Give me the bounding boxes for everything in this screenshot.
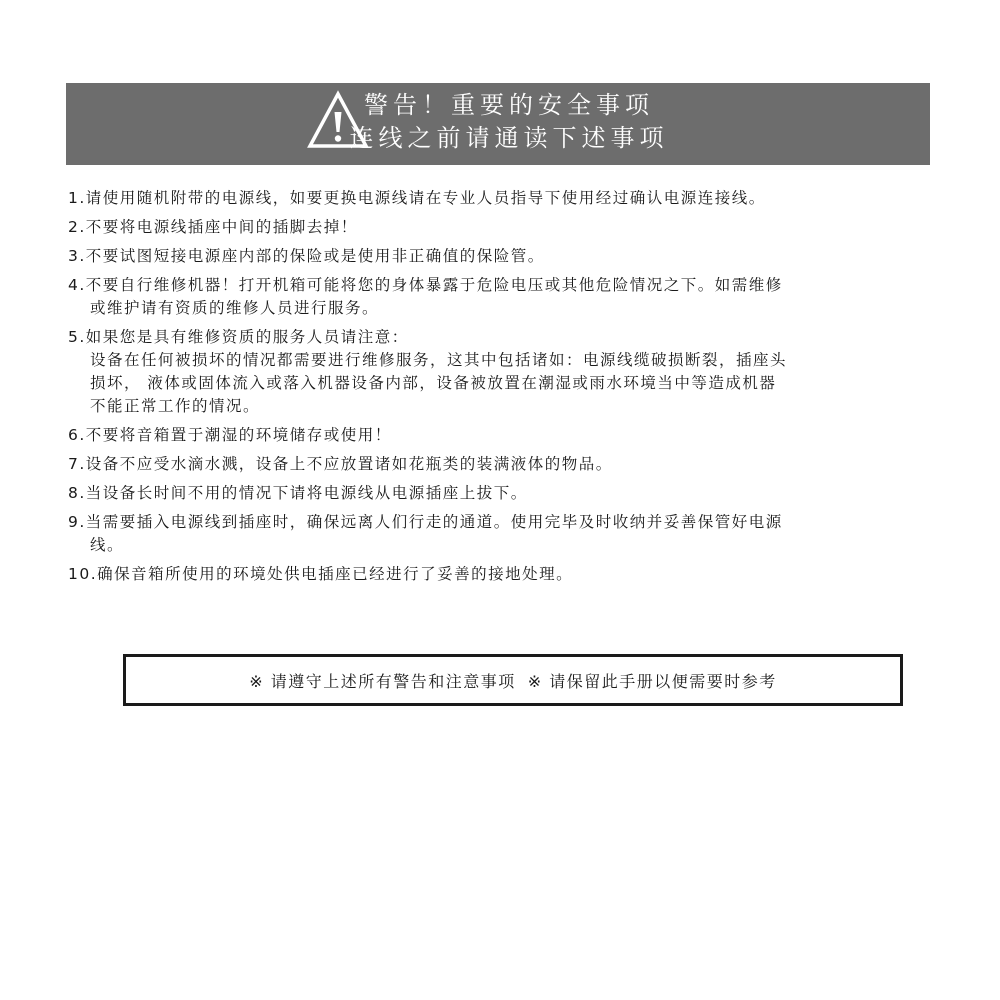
warning-number: 1.	[68, 189, 86, 207]
warning-text-line: 损坏， 液体或固体流入或落入机器设备内部，设备被放置在潮湿或雨水环境当中等造成机器	[90, 374, 777, 392]
warnings-list	[68, 187, 938, 592]
warning-number: 10.	[68, 565, 98, 583]
warning-text-line: 线。	[90, 536, 125, 554]
warning-text-line: 设备不应受水滴水溅，设备上不应放置诸如花瓶类的装满液体的物品。	[85, 455, 613, 473]
warning-item	[68, 424, 938, 447]
warning-item	[68, 563, 938, 586]
warning-text-line: 不要自行维修机器！打开机箱可能将您的身体暴露于危险电压或其他危险情况之下。如需维修	[85, 276, 783, 294]
warning-item	[68, 482, 938, 505]
warning-text-line: 当需要插入电源线到插座时，确保远离人们行走的通道。使用完毕及时收纳并妥善保管好电源	[85, 513, 783, 531]
notice-box	[123, 654, 903, 706]
notice-text-keep-manual: ※ 请保留此手册以便需要时参考	[527, 671, 777, 691]
warning-text-line: 不要将电源线插座中间的插脚去掉！	[85, 218, 358, 236]
warning-number: 6.	[68, 426, 86, 444]
banner-subtitle: 连线之前请通读下述事项	[349, 124, 669, 152]
warning-text-line: 不要将音箱置于潮湿的环境储存或使用！	[85, 426, 392, 444]
warning-text-line: 如果您是具有维修资质的服务人员请注意：	[85, 328, 409, 346]
notice-text-warnings: ※ 请遵守上述所有警告和注意事项	[249, 671, 516, 691]
warning-number: 9.	[68, 513, 86, 531]
warning-number: 5.	[68, 328, 86, 346]
warning-number: 7.	[68, 455, 86, 473]
warning-item	[68, 274, 938, 320]
warning-text-line: 请使用随机附带的电源线，如要更换电源线请在专业人员指导下使用经过确认电源连接线。	[85, 189, 766, 207]
warning-number: 8.	[68, 484, 86, 502]
warning-text-line: 不能正常工作的情况。	[90, 397, 261, 415]
warning-item	[68, 216, 938, 239]
warning-text-line: 确保音箱所使用的环境处供电插座已经进行了妥善的接地处理。	[97, 565, 574, 583]
warning-item	[68, 453, 938, 476]
warning-text-line: 当设备长时间不用的情况下请将电源线从电源插座上拔下。	[85, 484, 528, 502]
banner-titles	[324, 89, 694, 155]
banner-title: 警告！重要的安全事项	[364, 91, 654, 119]
warning-item	[68, 326, 938, 418]
warning-number: 4.	[68, 276, 86, 294]
warning-item	[68, 187, 938, 210]
warning-text-line: 或维护请有资质的维修人员进行服务。	[90, 299, 380, 317]
warning-number: 2.	[68, 218, 86, 236]
warning-text-line: 不要试图短接电源座内部的保险或是使用非正确值的保险管。	[85, 247, 545, 265]
warning-number: 3.	[68, 247, 86, 265]
warning-text-line: 设备在任何被损坏的情况都需要进行维修服务，这其中包括诸如：电源线缆破损断裂，插座头	[90, 351, 788, 369]
warning-item	[68, 245, 938, 268]
warning-item	[68, 511, 938, 557]
warning-banner	[66, 83, 930, 165]
